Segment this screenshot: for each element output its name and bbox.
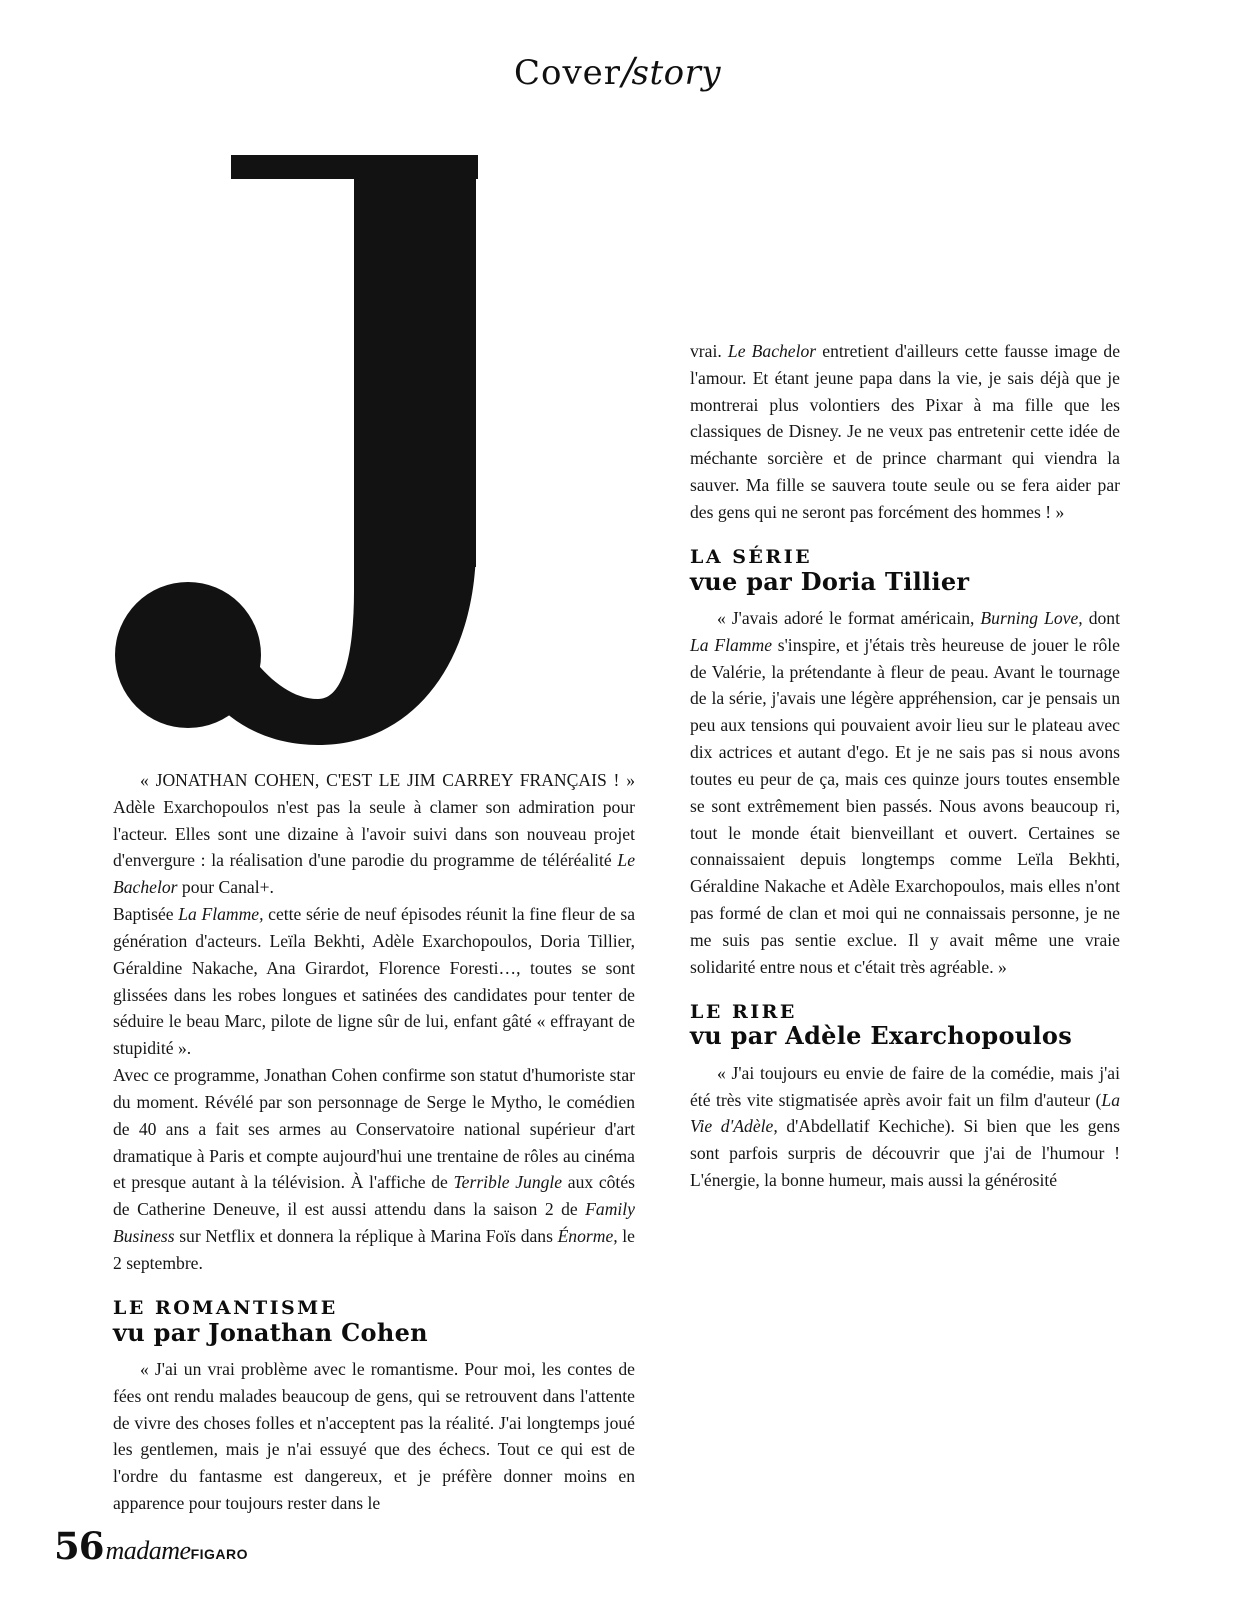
dropcap-letter-j — [113, 155, 478, 747]
italic-text-segment: Énorme, — [557, 1226, 618, 1247]
text-segment: Baptisée — [113, 904, 179, 925]
italic-text-segment: Terrible Jungle — [453, 1172, 563, 1193]
italic-text-segment: La Vie d'Adèle, — [690, 1089, 1120, 1137]
text-segment: « JONATHAN COHEN, C'EST LE JIM CARREY FRANÇAIS ! » Adèle Exarchopoulos n'est pas la seule à clamer son admiration pour l'acteur. Elles sont une dizaine à l'avoir suivi dans son nouveau projet d'envergure : la réalisation d'une parodie du programme de téléréalité — [113, 770, 635, 871]
body-paragraph — [690, 605, 1120, 981]
section-subtitle: vu par Adèle Exarchopoulos — [690, 1021, 1073, 1051]
text-segment: cette série de neuf épisodes réunit la fine fleur de sa génération d'acteurs. Leïla Bekhti, Adèle Exarchopoulos, Doria Tillier, Géraldine Nakache, Ana Girardot, Florence Foresti…, toutes se sont glissées dans les robes longues et satinées des candidates pour tenter de séduire le beau Marc, pilote de ligne sûr de lui, enfant gâté « effrayant de stupidité ». — [113, 904, 636, 1059]
italic-text-segment: Le Bachelor — [113, 850, 635, 898]
text-segment: « J'avais adoré le format américain, — [717, 607, 981, 628]
text-segment: aux côtés de Catherine Deneuve, il est aussi attendu dans la saison 2 de — [113, 1172, 635, 1220]
italic-text-segment: Burning Love, — [980, 607, 1083, 628]
text-segment: Avec ce programme, Jonathan Cohen confirme son statut d'humoriste star du moment. Révélé par son personnage de Serge le Mytho, le comédien de 40 ans a fait ses armes au Conservatoire national supérieur d'art dramatique à Paris et compte aujourd'hui une trentaine de rôles au cinéma et presque autant à la télévision. À l'affiche de — [113, 1065, 635, 1193]
text-segment: pour Canal+. — [177, 877, 274, 898]
text-segment: entretient d'ailleurs cette fausse image de l'amour. Et étant jeune papa dans la vie, je sais déjà que je montrerai plus volontiers des Pixar à ma fille que les classiques de Disney. Je ne veux pas entretenir cette idée de méchante sorcière et de prince charmant qui viendra la sauver. Ma fille se sauvera toute seule ou se fera aider par des gens qui ne seront pas forcément des hommes ! » — [690, 341, 1121, 522]
text-segment: « J'ai toujours eu envie de faire de la comédie, mais j'ai été très vite stigmatisée après avoir fait un film d'auteur ( — [690, 1062, 1120, 1110]
section-heading — [690, 1001, 1120, 1050]
section-heading — [113, 1297, 635, 1346]
body-paragraph — [690, 1060, 1120, 1194]
body-paragraph — [113, 1062, 635, 1277]
text-segment: sur Netflix et donnera la réplique à Marina Foïs dans — [174, 1226, 558, 1247]
section-title: LE RIRE — [690, 1000, 797, 1023]
page-header — [0, 50, 1235, 93]
header-cover-text: Cover — [513, 53, 622, 93]
section-title: LA SÉRIE — [690, 545, 813, 568]
text-segment: dont — [1082, 607, 1120, 628]
italic-text-segment: Family Business — [113, 1199, 635, 1247]
italic-text-segment: La Flamme, — [178, 904, 264, 925]
body-paragraph — [113, 1356, 635, 1517]
page-number: 56 — [54, 1524, 104, 1568]
brand-figaro: FIGARO — [190, 1546, 249, 1562]
right-column-text — [690, 338, 1120, 1194]
section-subtitle: vu par Jonathan Cohen — [113, 1317, 428, 1347]
text-segment: vrai. — [690, 341, 728, 361]
right-column — [690, 338, 1120, 1194]
text-segment: « J'ai un vrai problème avec le romantisme. Pour moi, les contes de fées ont rendu malades beaucoup de gens, qui se retrouvent dans l'attente de vivre des choses folles et n'acceptent pas la réalité. J'ai longtemps joué les gentlemen, mais je n'ai essuyé que des échecs. Tout ce qui est de l'ordre du fantasme est dangereux, et je préfère donner moins en apparence pour toujours rester dans le — [113, 1358, 635, 1514]
header-separator: / — [622, 50, 635, 93]
body-paragraph — [113, 901, 635, 1062]
body-paragraph — [113, 767, 635, 901]
header-story-text: story — [631, 53, 722, 93]
italic-text-segment: Le Bachelor — [727, 341, 817, 361]
page-footer — [54, 1524, 248, 1568]
section-heading — [690, 546, 1120, 595]
dropcap-j-glyph — [113, 155, 478, 747]
left-column — [113, 155, 635, 1517]
section-subtitle: vue par Doria Tillier — [690, 566, 970, 596]
left-column-text — [113, 767, 635, 1517]
text-segment: le 2 septembre. — [113, 1226, 635, 1273]
text-segment: s'inspire, et j'étais très heureuse de jouer le rôle de Valérie, la prétendante à fleur de peau. Avant le tournage de la série, j'avais une légère appréhension, car je pensais un peu aux tensions qui pouvaient avoir lieu sur le plateau avec dix actrices et autant d'ego. Et je ne sais pas si nous avons toutes eu peur de ça, mais ces quinze jours toutes ensemble se sont extrêmement bien passés. Nous avons beaucoup ri, tout le monde était bienveillant et ouvert. Certaines se connaissaient depuis longtemps comme Leïla Bekhti, Géraldine Nakache et Adèle Exarchopoulos, mais elles n'ont pas formé de clan et moi qui ne connaissais personne, je ne me suis pas sentie exclue. Il y avait même une vraie solidarité entre nous et c'était très agréable. » — [690, 634, 1120, 977]
text-segment: d'Abdellatif Kechiche). Si bien que les gens sont parfois surpris de découvrir que j'ai de l'humour ! L'énergie, la bonne humeur, mais aussi la générosité — [690, 1116, 1120, 1191]
brand-madame: madame — [105, 1536, 191, 1565]
italic-text-segment: La Flamme — [690, 634, 773, 655]
section-title: LE ROMANTISME — [113, 1296, 338, 1319]
body-paragraph — [690, 338, 1120, 526]
